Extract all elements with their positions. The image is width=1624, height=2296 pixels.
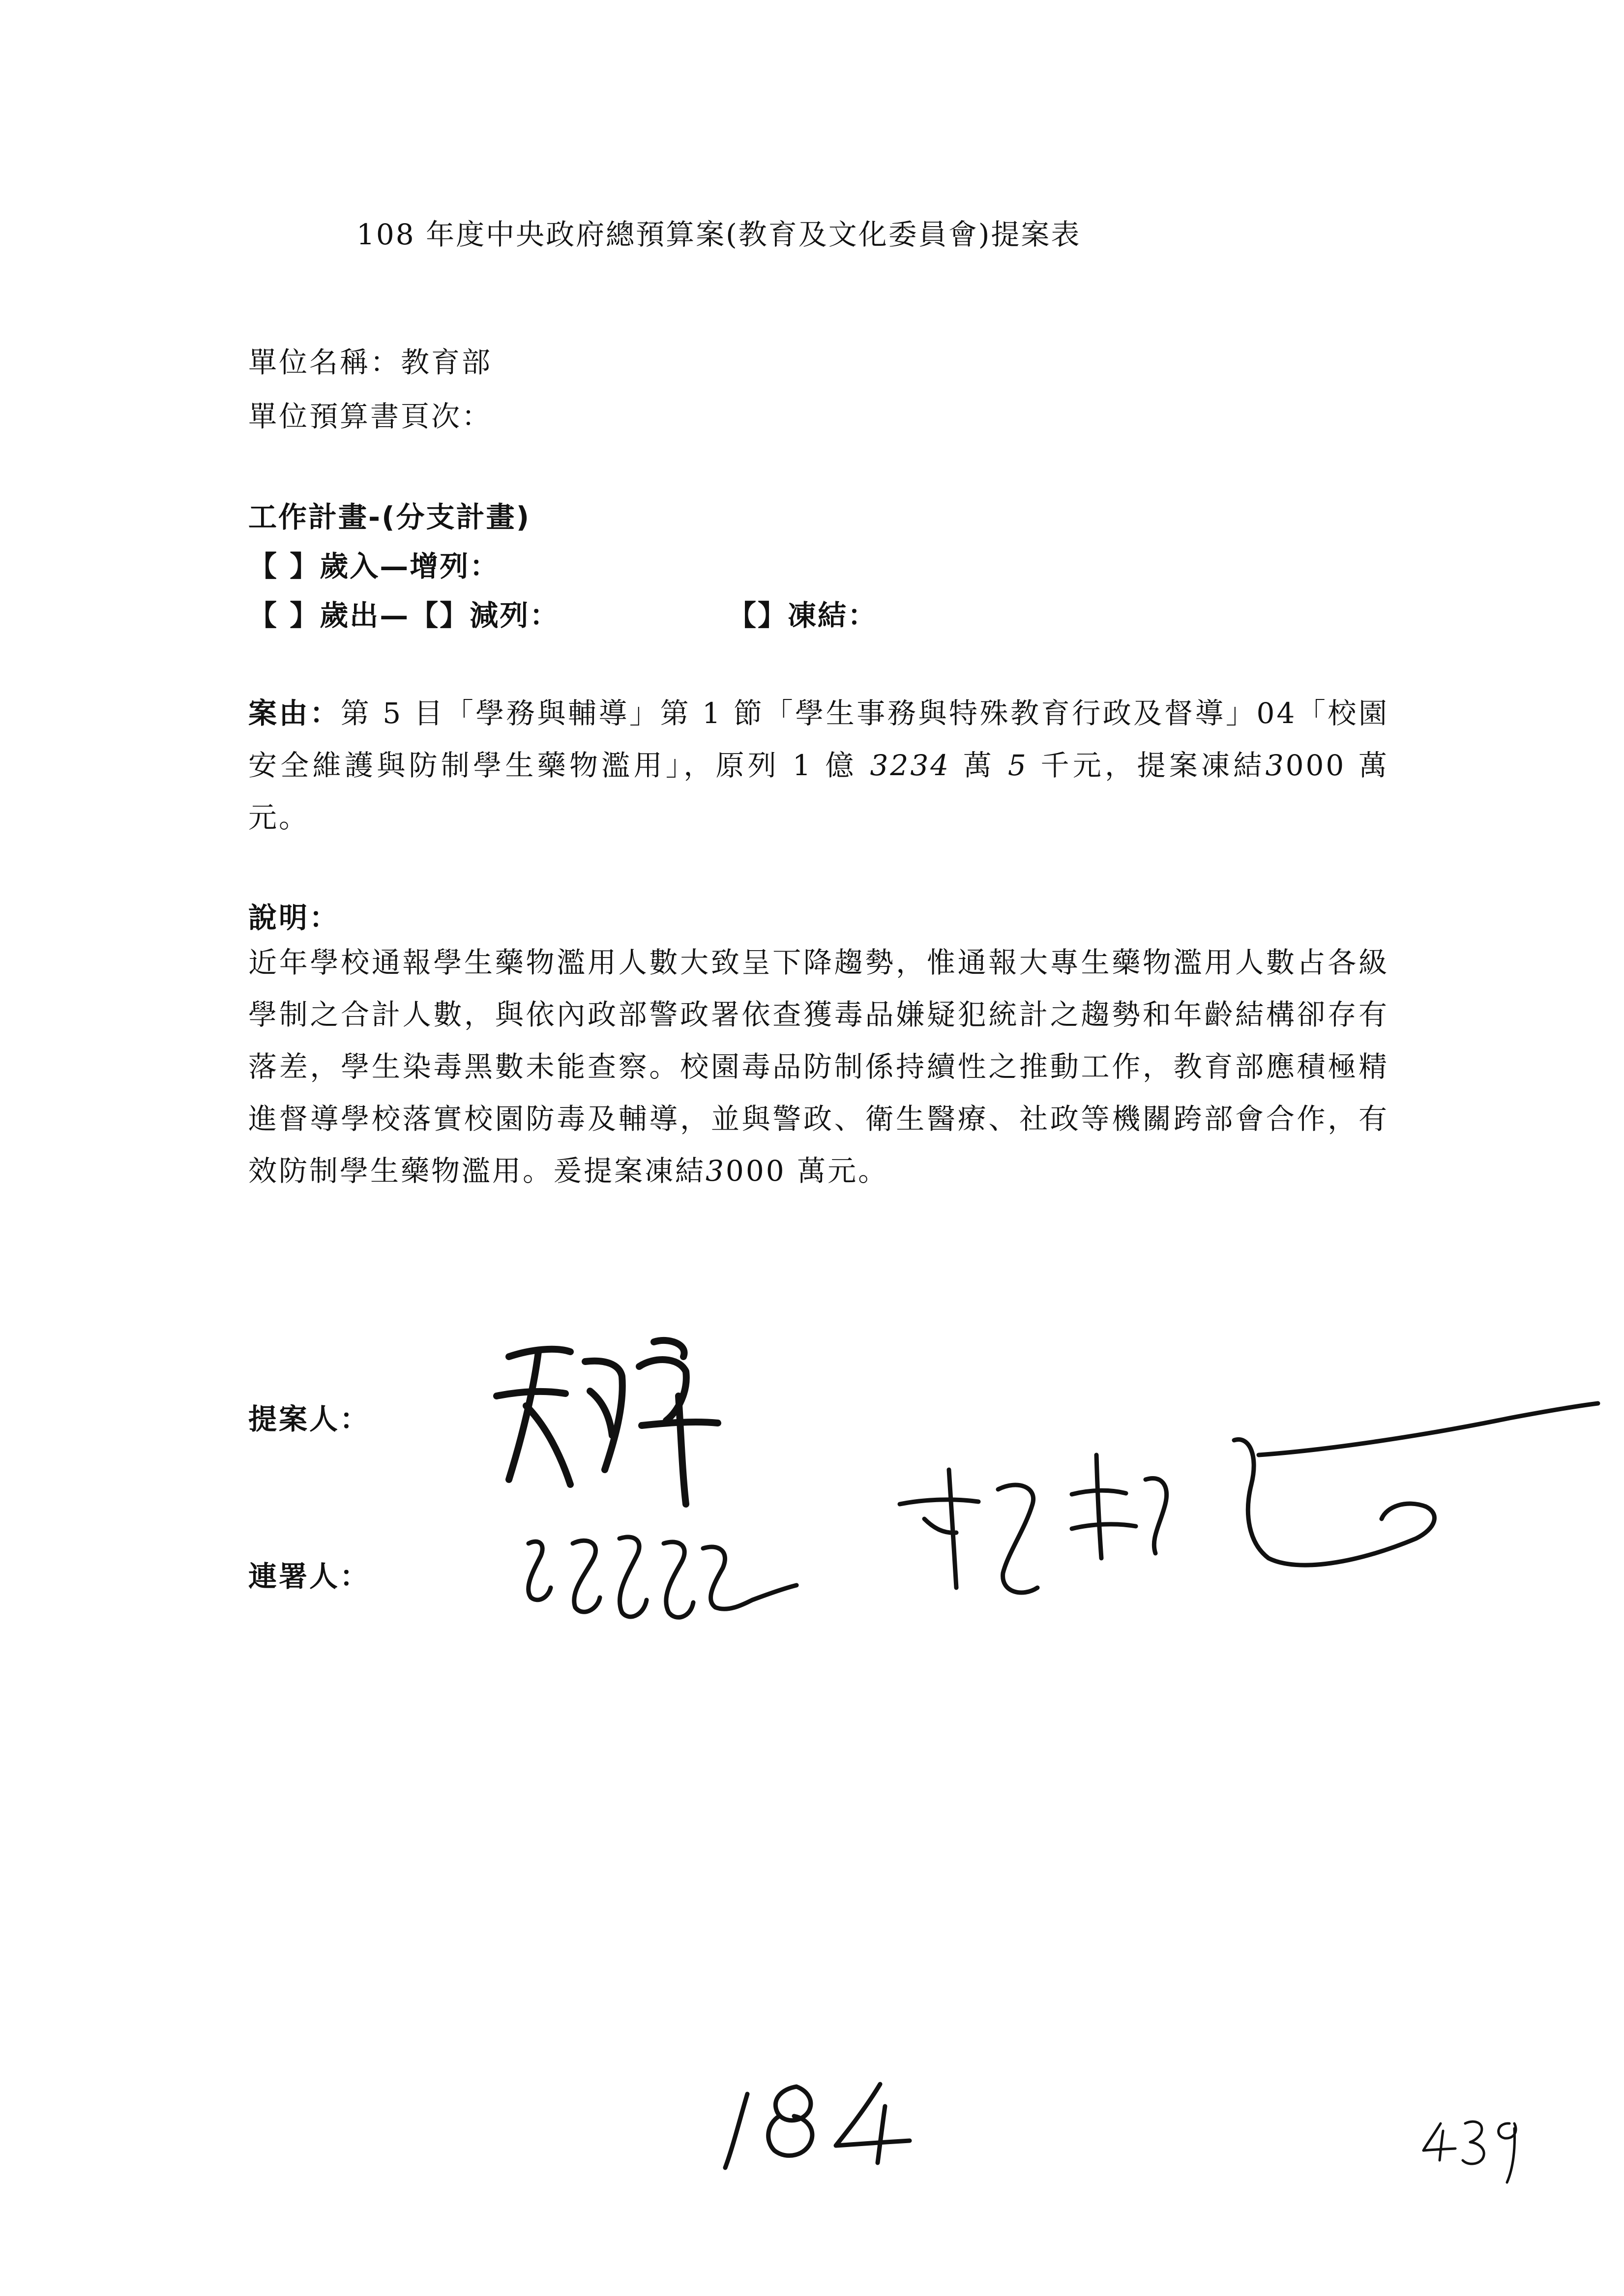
proposer-label: 提案人： (248, 1402, 371, 1436)
unit-name-value: 教育部 (401, 346, 493, 379)
cosigner-signature-2 (900, 1403, 1598, 1593)
page-number-handwritten (725, 2084, 910, 2168)
handwritten-number-labels (723, 2162, 1422, 2163)
cosigner-label: 連署人： (248, 1560, 371, 1593)
revenue-increase-line: 【 】歲入—增列： (248, 550, 500, 583)
handwritten-amount-3: 3 (1265, 749, 1286, 782)
reason-text-1: 第 5 目「學務與輔導」第 1 節「學生事務與特殊教育行政及督導」04「校園安全維護與防制學生藥物濫用」，原列 1 億 (248, 697, 1389, 782)
description-handwritten-amount: 3 (706, 1154, 726, 1188)
description-label: 說明： (248, 901, 340, 934)
unit-name-label: 單位名稱： (248, 346, 401, 379)
corner-number-handwritten (1423, 2122, 1516, 2182)
freeze-line: 【】凍結： (728, 599, 878, 632)
document-title: 108 年度中央政府總預算案(教育及文化委員會)提案表 (356, 218, 1081, 251)
proposer-signature (497, 1340, 718, 1504)
reason-text-2: 萬 (950, 749, 1008, 782)
cosigner-signature-1 (529, 1537, 797, 1617)
description-text-1: 近年學校通報學生藥物濫用人數大致呈下降趨勢，惟通報大專生藥物濫用人數占各級學制之合計人數，與依內政部警政署依查獲毒品嫌疑犯統計之趨勢和年齡結構卻存有落差，學生染毒黑數未能查察。校園毒品防制係持續性之推動工作，教育部應積極精進督導學校落實校園防毒及輔導，並與警政、衛生醫療、社政等機關跨部會合作，有效防制學生藥物濫用。爰提案凍結 (248, 946, 1389, 1188)
reason-text-3: 千元，提案凍結 (1028, 749, 1266, 782)
description-text-2: 000 萬元。 (725, 1154, 889, 1188)
work-plan-title: 工作計畫-(分支計畫) (248, 500, 531, 534)
handwritten-amount-1: 3234 (870, 749, 951, 782)
reason-text-4: 000 萬元。 (248, 749, 1389, 834)
handwritten-amount-2: 5 (1007, 749, 1028, 782)
unit-page-label: 單位預算書頁次： (248, 400, 493, 433)
expense-decrease-line: 【 】歲出—【】減列： (248, 599, 560, 632)
reason-label: 案由： (248, 697, 341, 730)
